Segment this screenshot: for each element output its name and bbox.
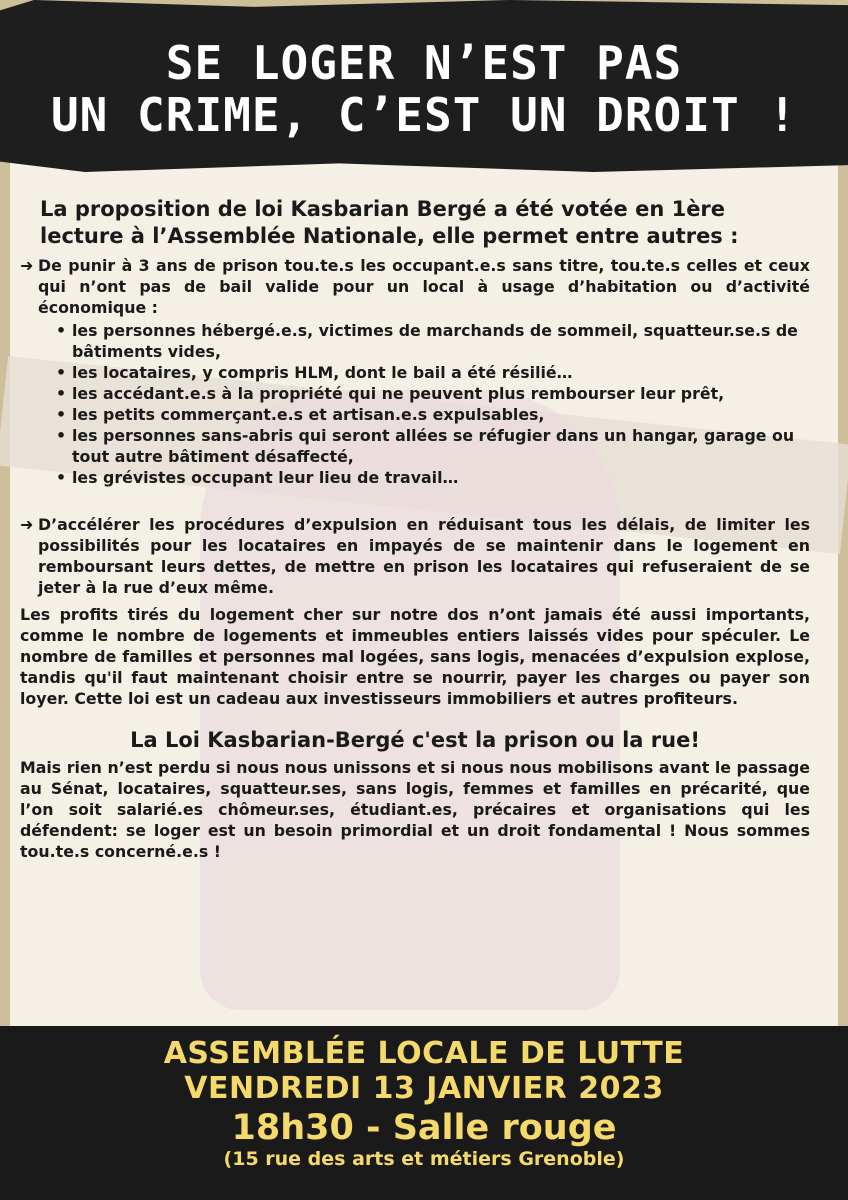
title-line-2: UN CRIME, C’EST UN DROIT ! xyxy=(50,87,798,142)
intro-text: La proposition de loi Kasbarian Bergé a été votée en 1ère lecture à l’Assemblée Nationale, elle permet entre autres : xyxy=(40,197,739,249)
point-2-text: D’accélérer les procédures d’expulsion en réduisant tous les délais, de limiter les possibilités pour les locataires en impayés de se maintenir dans le logement en remboursant leurs dettes, de mettre en prison les locataires qui refuseraient de se jeter à la rue d’eux même. xyxy=(38,514,810,597)
list-item: • les personnes hébergé.e.s, victimes de marchands de sommeil, squatteur.se.s de bâtiments vides, xyxy=(72,320,810,362)
event-date: VENDREDI 13 JANVIER 2023 xyxy=(184,1071,664,1107)
poster-body xyxy=(20,196,810,862)
point-1-list xyxy=(20,320,810,488)
poster-title xyxy=(0,38,848,141)
list-item: • les accédant.e.s à la propriété qui ne peuvent plus rembourser leur prêt, xyxy=(72,383,810,404)
event-time-place: 18h30 - Salle rouge xyxy=(231,1107,617,1148)
point-2 xyxy=(20,514,810,598)
point-1-text: De punir à 3 ans de prison tou.te.s les occupant.e.s sans titre, tou.te.s celles et ceux qui n’ont pas de bail valide pour un local à usage d’habitation ou d’activité économique : xyxy=(38,255,810,317)
profits-paragraph: Les profits tirés du logement cher sur notre dos n’ont jamais été aussi importants, comme le nombre de logements et immeubles entiers laissés vides pour spéculer. Le nombre de familles et personnes mal logées, sans logis, menacées d’expulsion explose, tandis qu'il faut maintenant choisir entre se nourrir, payer les charges ou payer son loyer. Cette loi est un cadeau aux investisseurs immobiliers et autres profiteurs. xyxy=(20,604,810,708)
list-item: • les personnes sans-abris qui seront allées se réfugier dans un hangar, garage ou tout autre bâtiment désaffecté, xyxy=(72,425,810,467)
title-line-1: SE LOGER N’EST PAS xyxy=(165,36,683,90)
mobilize-paragraph: Mais rien n’est perdu si nous nous unissons et si nous nous mobilisons avant le passage au Sénat, locataires, squatteur.ses, sans logis, femmes et familles en précarité, que l’on soit salarié.es chômeur.ses, étudiant.es, précaires et organisations qui les défendent: se loger est un besoin primordial et un droit fondamental ! Nous sommes tou.te.s concerné.e.s ! xyxy=(20,757,810,861)
list-item: • les grévistes occupant leur lieu de travail… xyxy=(72,467,810,488)
list-item: • les locataires, y compris HLM, dont le bail a été résilié… xyxy=(72,362,810,383)
slogan: La Loi Kasbarian-Bergé c'est la prison ou la rue! xyxy=(130,727,700,752)
right-arrow-icon: ➜ xyxy=(20,255,34,275)
spacer xyxy=(20,488,810,514)
point-1 xyxy=(20,255,810,318)
right-arrow-icon: ➜ xyxy=(20,514,34,534)
event-address: (15 rue des arts et métiers Grenoble) xyxy=(223,1147,625,1170)
event-info xyxy=(0,1036,848,1170)
list-item: • les petits commerçant.e.s et artisan.e.s expulsables, xyxy=(72,404,810,425)
event-title: ASSEMBLÉE LOCALE DE LUTTE xyxy=(163,1036,685,1071)
